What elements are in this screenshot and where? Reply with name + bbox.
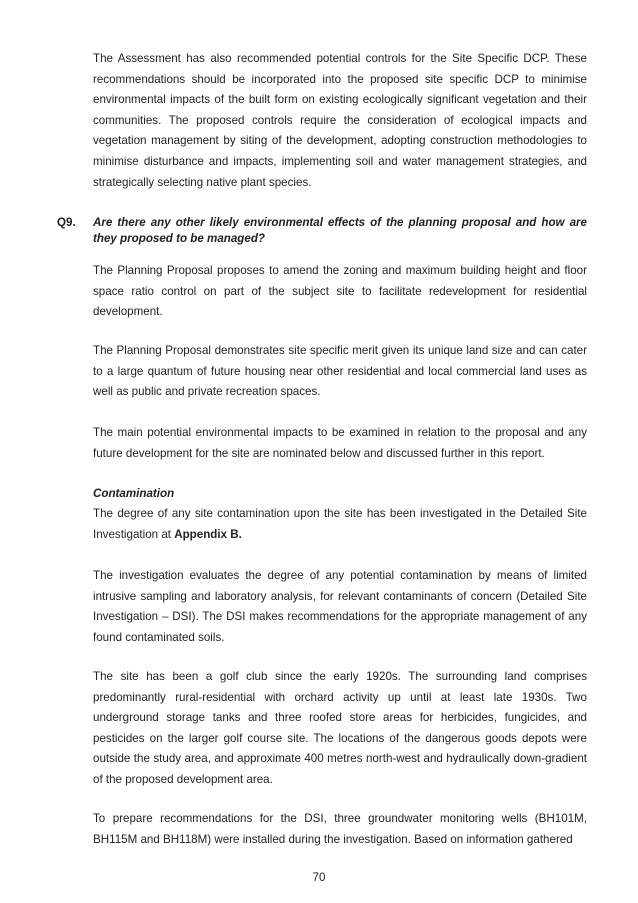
paragraph-environmental-impacts: The main potential environmental impacts to be examined in relation to the proposal and any future development for the site are nominated below and discussed further in this report. xyxy=(93,426,587,460)
appendix-reference: Appendix B. xyxy=(174,527,242,541)
question-number: Q9. xyxy=(57,216,76,229)
paragraph-site-merit: The Planning Proposal demonstrates site specific merit given its unique land size and can cater to a large quantum of future housing near other residential and local commercial land uses as well as public and private recreation spaces. xyxy=(93,344,587,399)
paragraph-site-history: The site has been a golf club since the early 1920s. The surrounding land comprises predominantly rural-residential with orchard activity up until at least late 1930s. Two underground storage tanks and three roofed store areas for herbicides, fungicides, and pesticides on the larger golf course site. The locations of the dangerous goods depots were outside the study area, and approximate 400 metres north-west and hydraulically down-gradient of the proposed development area. xyxy=(93,670,587,786)
paragraph-dsi: The investigation evaluates the degree of any potential contamination by means of limited intrusive sampling and laboratory analysis, for relevant contaminants of concern (Detailed Site Investigation – DSI). The DSI makes recommendations for the appropriate management of any found contaminated soils. xyxy=(93,569,587,644)
paragraph-site-investigation-text: The degree of any site contamination upon the site has been investigated in the Detailed Site Investigation at xyxy=(93,507,587,541)
paragraph-planning-proposal: The Planning Proposal proposes to amend the zoning and maximum building height and floor space ratio control on part of the subject site to facilitate redevelopment for residential development. xyxy=(93,264,587,319)
paragraph-site-specific-dcp: The Assessment has also recommended potential controls for the Site Specific DCP. These recommendations should be incorporated into the proposed site specific DCP to minimise environmental impacts of the built form on existing ecologically significant vegetation and their communities. The proposed controls require the consideration of ecological impacts and vegetation management by siting of the development, adopting construction methodologies to minimise disturbance and impacts, implementing soil and water management strategies, and strategically selecting native plant species. xyxy=(93,52,587,189)
section-heading-contamination: Contamination xyxy=(93,487,175,500)
question-text: Are there any other likely environmental effects of the planning proposal and how are they proposed to be managed? xyxy=(93,216,587,245)
page-number: 70 xyxy=(312,871,326,884)
paragraph-groundwater-wells: To prepare recommendations for the DSI, three groundwater monitoring wells (BH101M, BH115M and BH118M) were installed during the investigation. Based on information gathered xyxy=(93,812,587,846)
paragraph-site-investigation xyxy=(93,504,587,545)
